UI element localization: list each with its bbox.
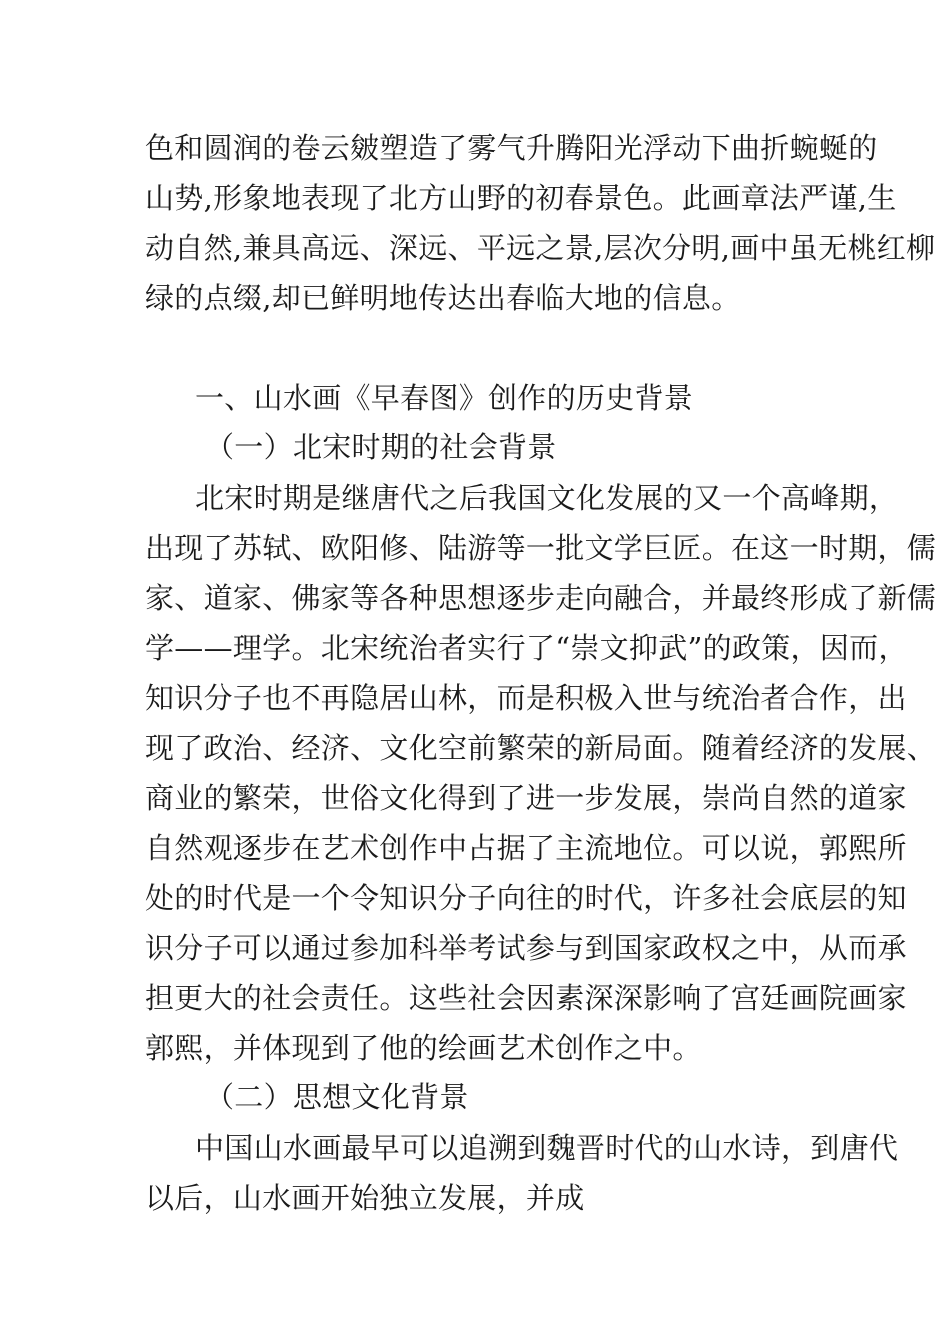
- subsection-1-line-2: 出现了苏轼、欧阳修、陆游等一批文学巨匠。在这一时期，儒: [145, 531, 937, 565]
- subsection-1-line-7: 商业的繁荣，世俗文化得到了进一步发展，崇尚自然的道家: [145, 781, 907, 815]
- intro-line-4: 绿的点缀,却已鲜明地传达出春临大地的信息。: [145, 281, 741, 315]
- subsection-1-line-10: 识分子可以通过参加科举考试参与到国家政权之中，从而承: [145, 931, 907, 965]
- intro-line-2: 山势,形象地表现了北方山野的初春景色。此画章法严谨,生: [145, 181, 897, 215]
- section-heading: 一、山水画《早春图》创作的历史背景: [195, 381, 694, 415]
- subsection-1-line-8: 自然观逐步在艺术创作中占据了主流地位。可以说，郭熙所: [145, 831, 907, 865]
- subsection-1-line-6: 现了政治、经济、文化空前繁荣的新局面。随着经济的发展、: [145, 731, 937, 765]
- subsection-2-line-1: 中国山水画最早可以追溯到魏晋时代的山水诗，到唐代: [195, 1131, 899, 1165]
- subsection-1-heading: （一）北宋时期的社会背景: [205, 430, 557, 464]
- subsection-1-line-12: 郭熙，并体现到了他的绘画艺术创作之中。: [145, 1031, 702, 1065]
- subsection-1-line-9: 处的时代是一个令知识分子向往的时代，许多社会底层的知: [145, 881, 907, 915]
- subsection-2-line-2: 以后，山水画开始独立发展，并成: [145, 1181, 585, 1215]
- subsection-1-line-4: 学——理学。北宋统治者实行了“崇文抑武”的政策，因而，: [145, 631, 908, 665]
- subsection-2-heading: （二）思想文化背景: [205, 1080, 469, 1114]
- subsection-1-line-5: 知识分子也不再隐居山林，而是积极入世与统治者合作，出: [145, 681, 907, 715]
- subsection-1-line-11: 担更大的社会责任。这些社会因素深深影响了宫廷画院画家: [145, 981, 907, 1015]
- subsection-1-line-3: 家、道家、佛家等各种思想逐步走向融合，并最终形成了新儒: [145, 581, 937, 615]
- intro-line-3: 动自然,兼具高远、深远、平远之景,层次分明,画中虽无桃红柳: [145, 231, 936, 265]
- subsection-1-line-1: 北宋时期是继唐代之后我国文化发展的又一个高峰期，: [195, 481, 899, 515]
- intro-line-1: 色和圆润的卷云皴塑造了雾气升腾阳光浮动下曲折蜿蜒的: [145, 131, 878, 165]
